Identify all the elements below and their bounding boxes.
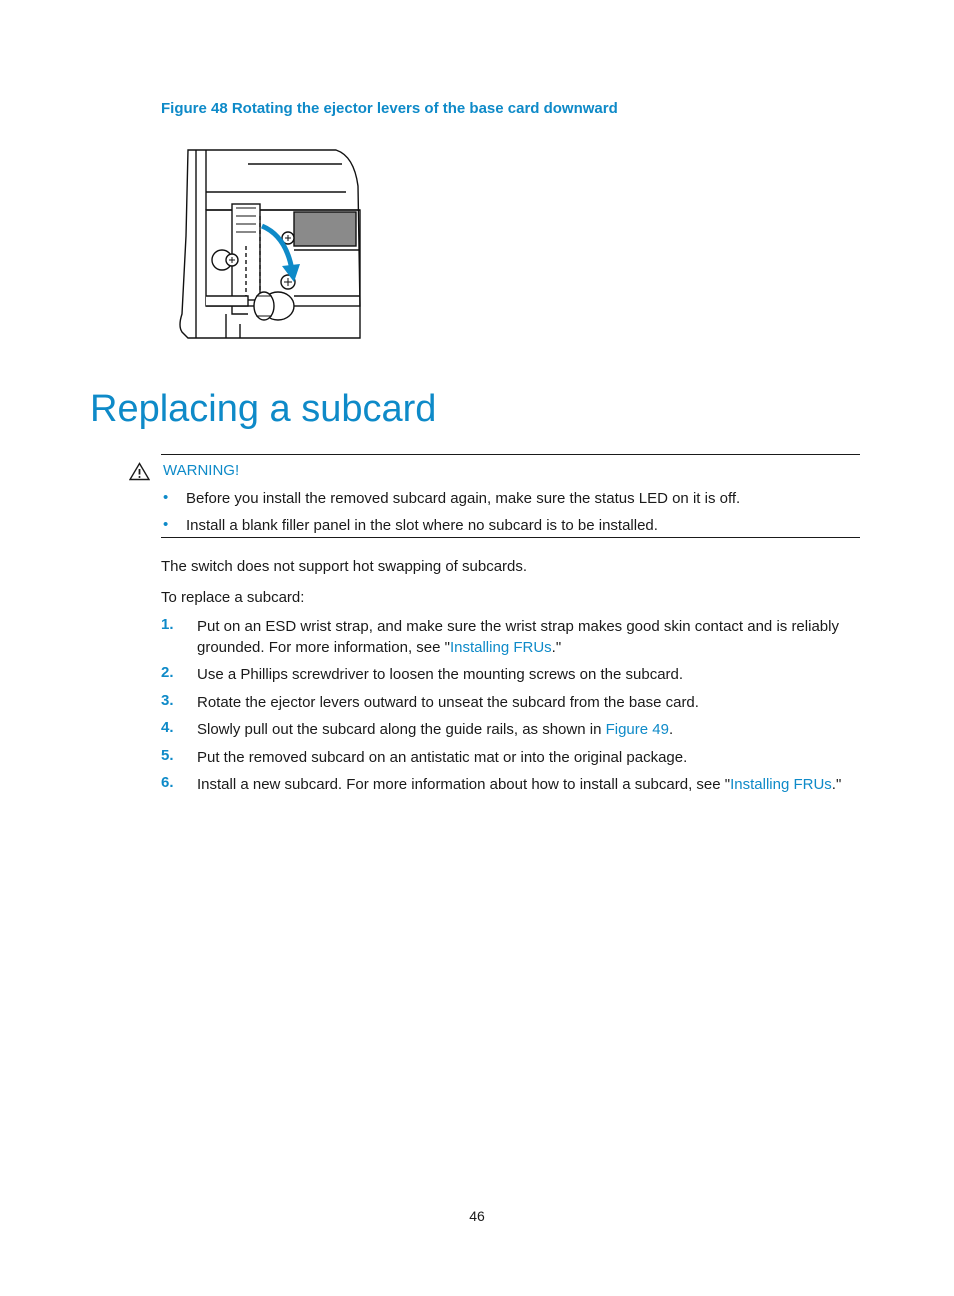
section-title: Replacing a subcard [90, 388, 437, 430]
step-text: Put the removed subcard on an antistatic mat or into the original package. [197, 749, 688, 766]
step-text-line: Put on an ESD wrist strap, and make sure the wrist strap makes good skin contact and is reliably [197, 618, 839, 635]
warning-top-rule [161, 454, 860, 455]
figure-49-link[interactable]: Figure 49 [605, 721, 669, 738]
warning-item: Before you install the removed subcard again, make sure the status LED on it is off. [186, 490, 741, 507]
step-text-segment: . [668, 721, 674, 738]
figure-illustration-ejector-lever [176, 146, 366, 342]
step-text-segment: ." [551, 639, 562, 656]
bullet-icon: • [163, 516, 169, 533]
warning-item: Install a blank filler panel in the slot where no subcard is to be installed. [186, 517, 658, 534]
step-text [197, 774, 841, 795]
step-number: 6. [161, 774, 174, 791]
procedure-intro: To replace a subcard: [161, 589, 305, 606]
step-number: 3. [161, 692, 174, 709]
bullet-icon: • [163, 489, 169, 506]
step-number: 5. [161, 747, 174, 764]
warning-icon [129, 462, 150, 481]
step-text [197, 616, 839, 658]
warning-bottom-rule [161, 537, 860, 538]
step-text-segment: Slowly pull out the subcard along the guide rails, as shown in [197, 721, 606, 738]
step-text-segment: Install a new subcard. For more information about how to install a subcard, see " [197, 776, 731, 793]
page-number: 46 [469, 1208, 485, 1224]
step-number: 2. [161, 664, 174, 681]
step-number: 4. [161, 719, 174, 736]
figure-caption: Figure 48 Rotating the ejector levers of the base card downward [161, 100, 618, 117]
installing-frus-link[interactable]: Installing FRUs [730, 776, 832, 793]
step-text-segment: ." [831, 776, 842, 793]
step-text-line [197, 637, 839, 658]
step-number: 1. [161, 616, 174, 633]
installing-frus-link[interactable]: Installing FRUs [449, 639, 552, 656]
step-text [197, 719, 673, 740]
warning-label: WARNING! [163, 462, 240, 479]
step-text: Use a Phillips screwdriver to loosen the mounting screws on the subcard. [197, 666, 684, 683]
step-text-segment: grounded. For more information, see " [197, 639, 450, 656]
step-text: Rotate the ejector levers outward to unseat the subcard from the base card. [197, 694, 699, 711]
body-paragraph: The switch does not support hot swapping of subcards. [161, 558, 528, 575]
